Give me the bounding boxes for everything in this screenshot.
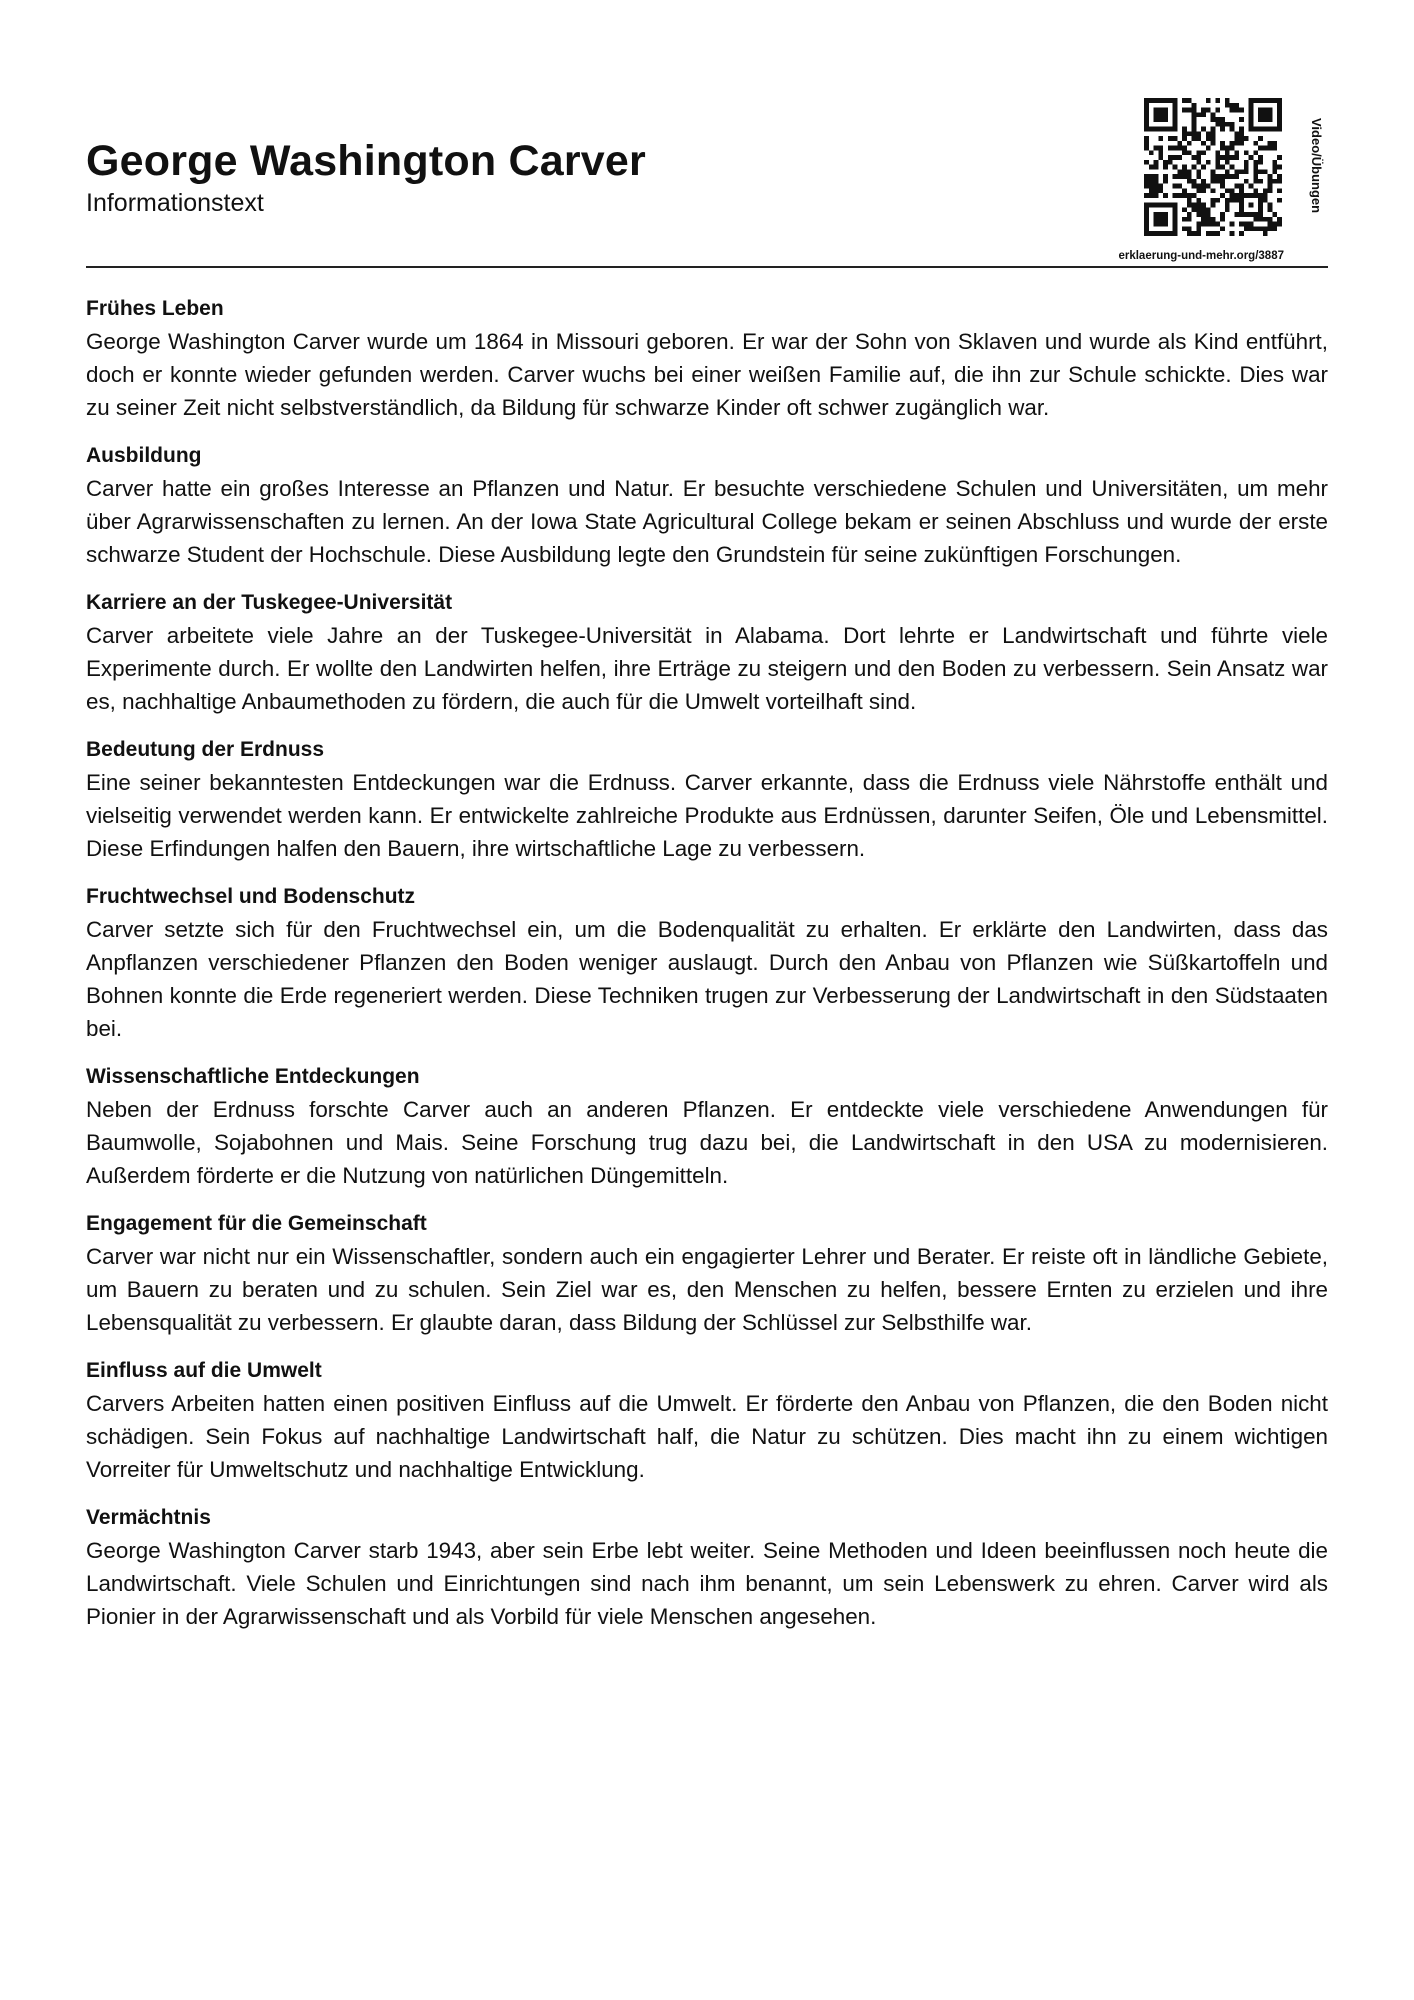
section-fruehes-leben: [86, 293, 1328, 424]
section-text: Carver setzte sich für den Fruchtwechsel ein, um die Bodenqualität zu erhalten. Er erklärte den Landwirten, dass das Anpflanzen verschiedener Pflanzen den Boden weniger auslaugt. Durch den Anbau von Pflanzen wie Süßkartoffeln und Bohnen konnte die Erde regeneriert werden. Diese Techniken trugen zur Verbesserung der Landwirtschaft in den Südstaaten bei.: [86, 917, 1328, 1041]
section-text: Carvers Arbeiten hatten einen positiven Einfluss auf die Umwelt. Er förderte den Anbau von Pflanzen, die den Boden nicht schädigen. Sein Fokus auf nachhaltige Landwirtschaft half, die Natur zu schützen. Dies macht ihn zu einem wichtigen Vorreiter für Umweltschutz und nachhaltige Entwicklung.: [86, 1391, 1328, 1482]
qr-link-url[interactable]: erklaerung-und-mehr.org/3887: [1118, 250, 1284, 262]
page-header: [86, 0, 1328, 268]
section-heading: Fruchtwechsel und Bodenschutz: [86, 885, 416, 908]
section-heading: Karriere an der Tuskegee-Universität: [86, 591, 453, 614]
section-text: Neben der Erdnuss forschte Carver auch an anderen Pflanzen. Er entdeckte viele verschiedene Anwendungen für Baumwolle, Sojabohnen und Mais. Seine Forschung trug dazu bei, die Landwirtschaft in den USA zu modernisieren. Außerdem förderte er die Nutzung von natürlichen Düngemitteln.: [86, 1097, 1328, 1188]
section-heading: Einfluss auf die Umwelt: [86, 1359, 322, 1382]
section-text: Carver war nicht nur ein Wissenschaftler, sondern auch ein engagierter Lehrer und Berater. Er reiste oft in ländliche Gebiete, um Bauern zu beraten und zu schulen. Sein Ziel war es, den Menschen zu helfen, bessere Ernten zu erzielen und ihre Lebensqualität zu verbessern. Er glaubte daran, dass Bildung der Schlüssel zur Selbsthilfe war.: [86, 1244, 1328, 1335]
page-subtitle: Informationstext: [86, 189, 264, 217]
section-text: Eine seiner bekanntesten Entdeckungen war die Erdnuss. Carver erkannte, dass die Erdnuss viele Nährstoffe enthält und vielseitig verwendet werden kann. Er entwickelte zahlreiche Produkte aus Erdnüssen, darunter Seifen, Öle und Lebensmittel. Diese Erfindungen halfen den Bauern, ihre wirtschaftliche Lage zu verbessern.: [86, 770, 1328, 861]
qr-code[interactable]: [1144, 98, 1282, 236]
worksheet-page: [86, 0, 1328, 2000]
section-heading: Frühes Leben: [86, 297, 224, 320]
section-text: Carver hatte ein großes Interesse an Pflanzen und Natur. Er besuchte verschiedene Schulen und Universitäten, um mehr über Agrarwissenschaften zu lernen. An der Iowa State Agricultural College bekam er seinen Abschluss und wurde der erste schwarze Student der Hochschule. Diese Ausbildung legte den Grundstein für seine zukünftigen Forschungen.: [86, 476, 1328, 567]
section-heading: Wissenschaftliche Entdeckungen: [86, 1065, 420, 1088]
section-heading: Vermächtnis: [86, 1506, 211, 1529]
section-wissenschaftliche-entdeckungen: [86, 1061, 1328, 1192]
section-karriere-tuskegee: [86, 587, 1328, 718]
section-heading: Engagement für die Gemeinschaft: [86, 1212, 427, 1235]
header-divider: [86, 266, 1328, 268]
section-text: George Washington Carver wurde um 1864 in Missouri geboren. Er war der Sohn von Sklaven und wurde als Kind entführt, doch er konnte wieder gefunden werden. Carver wuchs bei einer weißen Familie auf, die ihn zur Schule schickte. Dies war zu seiner Zeit nicht selbstverständlich, da Bildung für schwarze Kinder oft schwer zugänglich war.: [86, 329, 1328, 420]
section-vermaechtnis: [86, 1502, 1328, 1633]
section-engagement-gemeinschaft: [86, 1208, 1328, 1339]
page-title: George Washington Carver: [86, 137, 646, 185]
section-bedeutung-erdnuss: [86, 734, 1328, 865]
section-heading: Bedeutung der Erdnuss: [86, 738, 325, 761]
section-fruchtwechsel: [86, 881, 1328, 1045]
section-einfluss-umwelt: [86, 1355, 1328, 1486]
section-text: George Washington Carver starb 1943, aber sein Erbe lebt weiter. Seine Methoden und Ideen beeinflussen noch heute die Landwirtschaft. Viele Schulen und Einrichtungen sind nach ihm benannt, um sein Lebenswerk zu ehren. Carver wird als Pionier in der Agrarwissenschaft und als Vorbild für viele Menschen angesehen.: [86, 1538, 1328, 1629]
section-text: Carver arbeitete viele Jahre an der Tuskegee-Universität in Alabama. Dort lehrte er Landwirtschaft und führte viele Experimente durch. Er wollte den Landwirten helfen, ihre Erträge zu steigern und den Boden zu verbessern. Sein Ansatz war es, nachhaltige Anbaumethoden zu fördern, die auch für die Umwelt vorteilhaft sind.: [86, 623, 1328, 714]
section-ausbildung: [86, 440, 1328, 571]
section-heading: Ausbildung: [86, 444, 202, 467]
video-exercises-label: Video/Übungen: [1309, 118, 1324, 214]
article-body: [86, 293, 1328, 1649]
